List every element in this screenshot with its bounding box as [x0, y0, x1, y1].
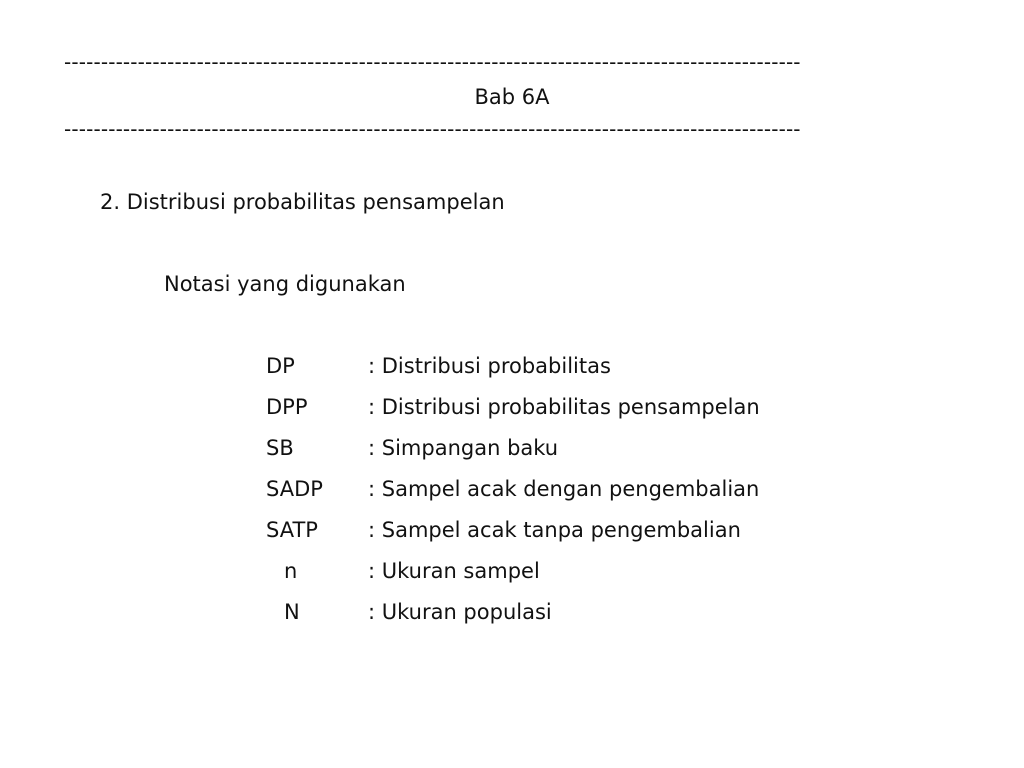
notation-desc: : Simpangan baku — [368, 436, 559, 460]
notation-desc: : Ukuran populasi — [368, 600, 552, 624]
notation-abbr: SADP — [266, 477, 323, 501]
notation-row-n-sample — [266, 557, 760, 598]
notation-heading: Notasi yang digunakan — [164, 272, 406, 296]
dashed-rule-top: ---------------------------------------------------------------------------------------------------- — [64, 50, 801, 74]
notation-row-dpp — [266, 393, 760, 434]
notation-abbr: n — [284, 559, 298, 583]
chapter-title: Bab 6A — [474, 85, 550, 109]
notation-row-satp — [266, 516, 760, 557]
notation-desc: : Distribusi probabilitas — [368, 354, 611, 378]
notation-abbr: SATP — [266, 518, 318, 542]
notation-row-sb — [266, 434, 760, 475]
section-title: 2. Distribusi probabilitas pensampelan — [100, 190, 505, 214]
notation-list — [266, 352, 760, 639]
notation-row-n-population — [266, 598, 760, 639]
notation-row-dp — [266, 352, 760, 393]
notation-abbr: N — [284, 600, 300, 624]
notation-abbr: DP — [266, 354, 295, 378]
notation-row-sadp — [266, 475, 760, 516]
notation-desc: : Distribusi probabilitas pensampelan — [368, 395, 760, 419]
notation-desc: : Sampel acak tanpa pengembalian — [368, 518, 741, 542]
notation-abbr: DPP — [266, 395, 308, 419]
notation-desc: : Ukuran sampel — [368, 559, 540, 583]
notation-abbr: SB — [266, 436, 294, 460]
dashed-rule-bottom: ---------------------------------------------------------------------------------------------------- — [64, 117, 801, 141]
notation-desc: : Sampel acak dengan pengembalian — [368, 477, 760, 501]
